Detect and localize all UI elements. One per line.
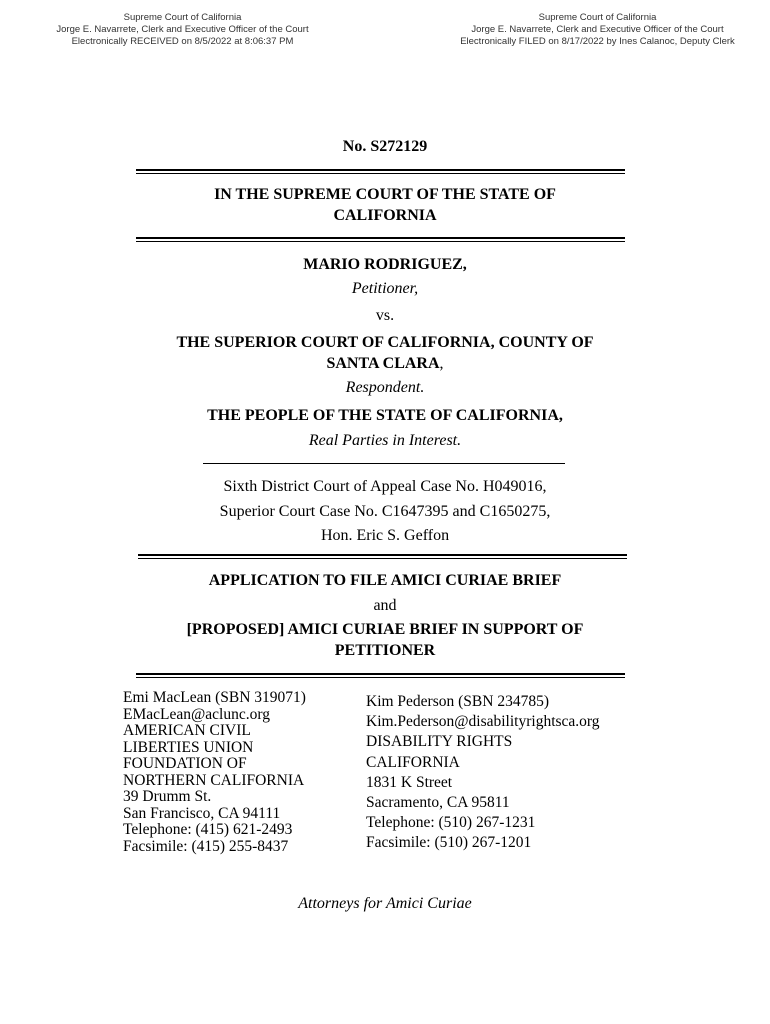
counsel-right-phone: Telephone: (510) 267-1231 <box>366 814 536 832</box>
document-title-line2a: [PROPOSED] AMICI CURIAE BRIEF IN SUPPORT OF <box>186 621 584 638</box>
lower-courts <box>0 475 770 549</box>
respondent-line2: SANTA CLARA <box>326 355 440 372</box>
counsel-right-fax: Facsimile: (510) 267-1201 <box>366 834 532 852</box>
respondent-comma: , <box>439 355 444 372</box>
counsel-left-line: NORTHERN CALIFORNIA <box>123 771 305 789</box>
counsel-right-line: CALIFORNIA <box>366 753 460 771</box>
court-heading-line1: IN THE SUPREME COURT OF THE STATE OF <box>214 186 556 203</box>
versus: vs. <box>375 307 395 324</box>
divider-double <box>136 673 625 675</box>
superior-case: Superior Court Case No. C1647395 and C1650275, <box>219 502 551 520</box>
respondent-line2-wrap <box>0 353 770 374</box>
real-party-role: Real Parties in Interest. <box>308 432 462 449</box>
filed-stamp-date: Electronically FILED on 8/17/2022 by Ines Calanoc, Deputy Clerk <box>460 36 735 47</box>
divider-single <box>203 463 565 464</box>
counsel-left-email: EMacLean@aclunc.org <box>123 705 270 723</box>
petitioner-name: MARIO RODRIGUEZ, <box>303 256 467 273</box>
counsel-left-line: FOUNDATION OF <box>123 755 247 772</box>
counsel-left-fax: Facsimile: (415) 255-8437 <box>123 837 289 855</box>
counsel-right-line: Sacramento, CA 95811 <box>366 794 510 812</box>
filed-stamp <box>445 12 750 48</box>
respondent-role: Respondent. <box>345 379 425 396</box>
petitioner-role: Petitioner, <box>351 280 419 297</box>
divider-double <box>138 554 627 556</box>
counsel-left-phone: Telephone: (415) 621-2493 <box>123 821 293 838</box>
document-title-line2 <box>0 619 770 661</box>
divider-double <box>136 169 625 171</box>
appeal-case: Sixth District Court of Appeal Case No. H049016, <box>223 478 547 495</box>
counsel-left-line: Emi MacLean (SBN 319071) <box>123 689 306 706</box>
document-title-line1: APPLICATION TO FILE AMICI CURIAE BRIEF <box>208 572 562 589</box>
filed-stamp-clerk: Jorge E. Navarrete, Clerk and Executive Officer of the Court <box>471 24 724 35</box>
received-stamp <box>40 12 325 48</box>
counsel-right-line: 1831 K Street <box>366 773 453 791</box>
case-number: No. S272129 <box>342 138 428 155</box>
divider-double <box>136 237 625 239</box>
document-title-line3: PETITIONER <box>334 642 436 659</box>
counsel-right-line: Kim Pederson (SBN 234785) <box>366 693 549 710</box>
counsel-left-line: 39 Drumm St. <box>123 788 212 805</box>
received-stamp-court: Supreme Court of California <box>123 12 242 23</box>
document-title-and: and <box>373 597 397 614</box>
respondent-name <box>0 332 770 374</box>
respondent-line1: THE SUPERIOR COURT OF CALIFORNIA, COUNTY OF <box>176 334 594 351</box>
court-heading-line2: CALIFORNIA <box>333 207 437 224</box>
counsel-right-line: DISABILITY RIGHTS <box>366 733 513 751</box>
counsel-left-line: LIBERTIES UNION <box>123 738 254 756</box>
counsel-right <box>366 692 600 854</box>
counsel-left <box>123 690 306 855</box>
court-heading <box>0 184 770 226</box>
attorneys-for: Attorneys for Amici Curiae <box>298 895 472 912</box>
received-stamp-date: Electronically RECEIVED on 8/5/2022 at 8:06:37 PM <box>71 36 294 47</box>
real-party-name: THE PEOPLE OF THE STATE OF CALIFORNIA, <box>207 407 563 424</box>
counsel-left-line: AMERICAN CIVIL <box>123 722 251 739</box>
filed-stamp-court: Supreme Court of California <box>538 12 657 23</box>
counsel-right-email: Kim.Pederson@disabilityrightsca.org <box>366 713 600 731</box>
counsel-left-line: San Francisco, CA 94111 <box>123 804 281 822</box>
judge: Hon. Eric S. Geffon <box>320 527 450 544</box>
received-stamp-clerk: Jorge E. Navarrete, Clerk and Executive Officer of the Court <box>56 24 309 35</box>
